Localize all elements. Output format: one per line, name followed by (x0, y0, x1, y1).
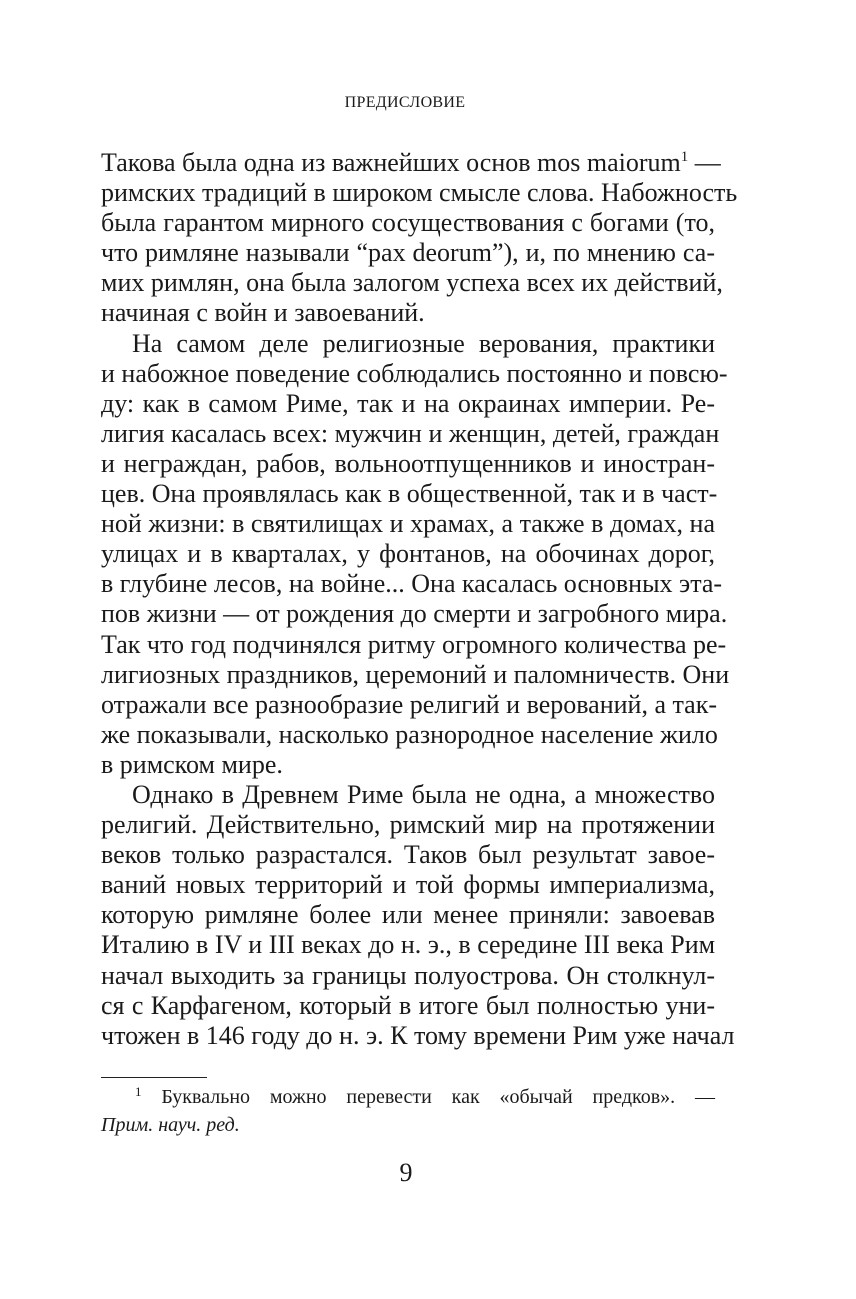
text-line: религий. Действительно, римский мир на протяжении (101, 810, 715, 840)
text-line: же показывали, насколько разнородное население жило (101, 719, 718, 749)
paragraph (101, 148, 738, 329)
footnote-marker: 1 (135, 1084, 142, 1099)
text-line: веков только разрастался. Таков был результат завое- (101, 840, 715, 870)
text-line: отражали все разнообразие религий и верований, а так- (101, 689, 718, 719)
text-line: ной жизни: в святилищах и храмах, а также в домах, на (101, 509, 715, 539)
footnote-line (101, 1111, 715, 1139)
footnote-separator (101, 1077, 207, 1078)
body-text (101, 148, 738, 1051)
footnote-reference[interactable]: 1 (680, 149, 689, 165)
text-line: Однако в Древнем Риме была не одна, а множество (132, 779, 715, 809)
text-line: Так что год подчинялся ритму огромного количества ре- (101, 629, 727, 659)
text-line: мих римлян, она была залогом успеха всех их действий, (101, 268, 723, 298)
text-line: и неграждан, рабов, вольноотпущенников и иностран- (101, 448, 715, 478)
text-line: ду: как в самом Риме, так и на окраинах империи. Ре- (101, 388, 715, 418)
footnote (101, 1083, 715, 1139)
text-line: и набожное поведение соблюдались постоянно и повсю- (101, 358, 728, 388)
paragraph (101, 779, 735, 1051)
text-line: в римском мире. (101, 749, 283, 779)
paragraph (101, 328, 730, 780)
text-line: Италию в IV и III веках до н. э., в середине III века Рим (101, 930, 716, 960)
text-line: начиная с войн и завоеваний. (101, 298, 425, 328)
page-number: 9 (399, 1158, 413, 1187)
footnote-attribution: Прим. науч. ред. (101, 1114, 240, 1136)
text-line: римских традиций в широком смысле слова. Набожность (101, 178, 738, 208)
text-line: в глубине лесов, на войне... Она касалась основных эта- (101, 569, 723, 599)
text-line: была гарантом мирного сосуществования с богами (то, (101, 208, 715, 238)
text-line: пов жизни — от рождения до смерти и загробного мира. (101, 599, 728, 629)
text-line: чтожен в 146 году до н. э. К тому времени Рим уже начал (101, 1020, 735, 1050)
text-line: На самом деле религиозные верования, практики (132, 328, 715, 358)
text-line: цев. Она проявлялась как в общественной, так и в част- (101, 479, 718, 509)
text-line: улицах и в кварталах, у фонтанов, на обочинах дорог, (101, 539, 715, 569)
footnote-line (101, 1083, 715, 1111)
footnote-text: Буквально можно перевести как «обычай предков». — (141, 1086, 715, 1108)
text-line: что римляне называли “pax deorum”), и, по мнению са- (101, 238, 715, 268)
text-line: лигия касалась всех: мужчин и женщин, детей, граждан (101, 418, 720, 448)
text-line: ся с Карфагеном, который в итоге был полностью уни- (101, 990, 715, 1020)
running-head: ПРЕДИСЛОВИЕ (344, 94, 466, 111)
text-line: ваний новых территорий и той формы империализма, (101, 870, 715, 900)
text-line: Такова была одна из важнейших основ mos maiorum$^1$ — (101, 148, 721, 177)
text-line: лигиозных праздников, церемоний и паломничеств. Они (101, 659, 730, 689)
text-line: которую римляне более или менее приняли: завоевав (101, 900, 715, 930)
text-line: начал выходить за границы полуострова. Он столкнул- (101, 960, 715, 990)
